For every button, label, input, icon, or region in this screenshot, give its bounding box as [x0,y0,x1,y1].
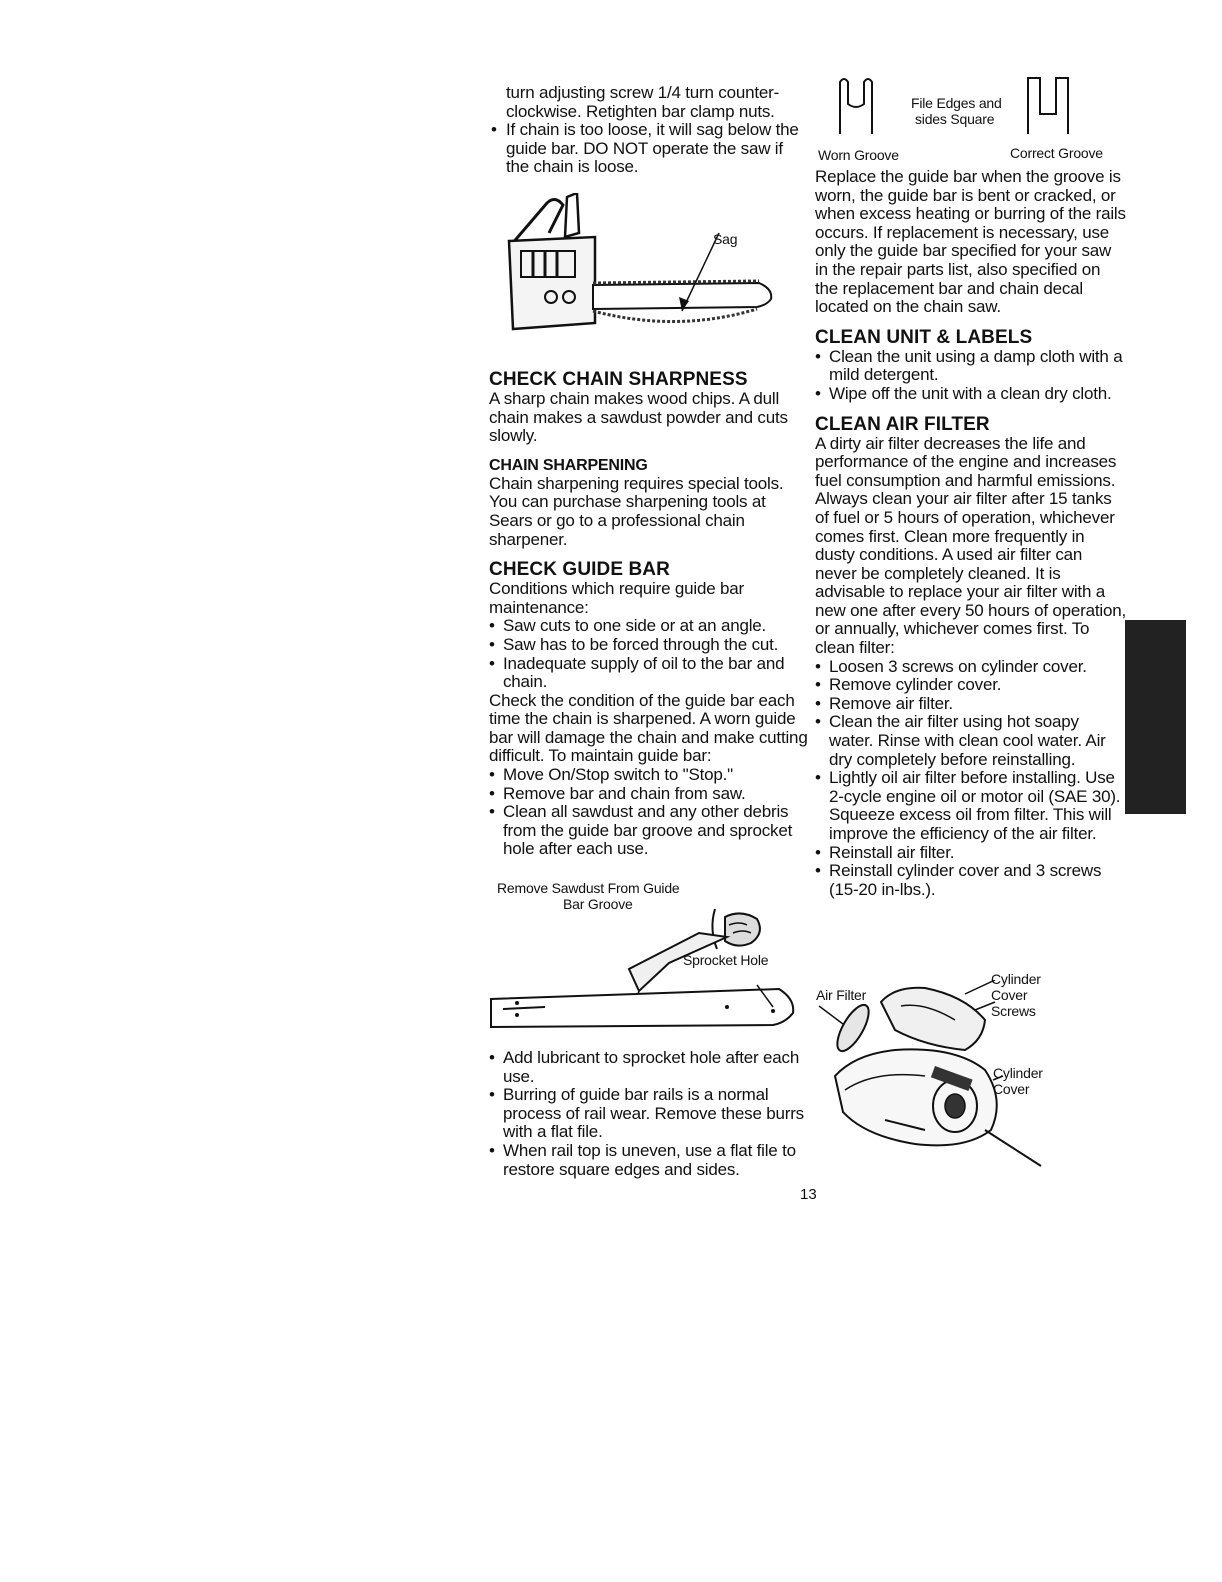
list-item: • Add lubricant to sprocket hole after each use. [489,1049,809,1086]
chain-sharpening-heading: CHAIN SHARPENING [489,456,648,474]
right-column [815,168,1127,899]
sprocket-hole-label: Sprocket Hole [683,952,769,969]
list-item: • Saw cuts to one side or at an angle. [489,617,809,636]
left-column [489,84,809,1179]
guide-bar-conditions-list [489,617,809,691]
guide-bar-figure [489,889,809,1029]
file-edges-label-line1: File Edges and [911,95,1002,111]
cylinder-cover-screws-label-line3: Screws [991,1003,1036,1019]
chain-sharpening-text: Chain sharpening requires special tools. You can purchase sharpening tools at Sears or go to a professional chain sharpener. [489,473,784,549]
list-item: • When rail top is uneven, use a flat file to restore square edges and sides. [489,1142,809,1179]
list-item: • Remove bar and chain from saw. [489,785,809,804]
check-chain-sharpness-heading: CHECK CHAIN SHARPNESS [489,368,748,390]
guide-bar-steps-list [489,766,809,859]
list-item: • Wipe off the unit with a clean dry cloth. [815,385,1127,404]
list-item: • Lightly oil air filter before installing. Use 2-cycle engine oil or motor oil (SAE 30). Squeeze excess oil from filter. This will improve the efficiency of the air filter. [815,769,1127,843]
worn-groove-label: Worn Groove [818,147,899,163]
check-guide-bar-text: Check the condition of the guide bar each time the chain is sharpened. A worn guide bar will damage the chain and make cutting difficult. To maintain guide bar: [489,690,808,766]
chainsaw-sag-illustration [507,193,777,343]
cylinder-cover-screws-label-line1: Cylinder [991,971,1041,987]
clean-unit-list [815,348,1127,404]
clean-air-filter-steps [815,658,1127,900]
replace-guide-bar-text: Replace the guide bar when the groove is worn, the guide bar is bent or cracked, or when excess heating or burring of the rails occurs. If replacement is necessary, use only the guide bar specified for your saw in the repair parts list, also specified on the replacement bar and chain decal located on the chain saw. [815,167,1126,317]
list-item: • Reinstall air filter. [815,844,1127,863]
cylinder-cover-label-line2: Cover [993,1081,1030,1097]
clean-air-filter-heading: CLEAN AIR FILTER [815,413,990,435]
spacer [489,549,809,559]
list-item: • Loosen 3 screws on cylinder cover. [815,658,1127,677]
spacer [489,446,809,456]
sag-figure [507,193,777,343]
file-edges-label-line2: sides Square [915,111,995,127]
clean-air-filter-text: A dirty air filter decreases the life and performance of the engine and increases fuel consumption and harmful emissions. Always clean your air filter after 15 tanks of fuel or 5 hours of operation, whichever comes first. Clean more frequently in dusty conditions. A used air filter can never be completely cleaned. It is advisable to replace your air filter with a new one after every 50 hours of operation, or annually, whichever comes first. To clean filter: [815,433,1127,658]
air-filter-label: Air Filter [816,987,867,1003]
list-item: • Inadequate supply of oil to the bar and chain. [489,655,809,692]
list-item: • If chain is too loose, it will sag below the guide bar. DO NOT operate the saw if the chain is loose. [489,121,809,177]
list-item: • Burring of guide bar rails is a normal process of rail wear. Remove these burrs with a flat file. [489,1086,809,1142]
cylinder-cover-screws-label-line2: Cover [991,987,1028,1003]
guide-bar-cleaning-illustration [489,889,809,1029]
list-item: • Move On/Stop switch to "Stop." [489,766,809,785]
cylinder-cover-label-line1: Cylinder [993,1065,1043,1081]
list-item: • Clean the air filter using hot soapy water. Rinse with clean cool water. Air dry completely before reinstalling. [815,713,1127,769]
list-item: • Remove air filter. [815,695,1127,714]
guide-bar-figure-area [489,859,809,1049]
sag-label: Sag [713,230,738,247]
list-item: • Remove cylinder cover. [815,676,1127,695]
correct-groove-label: Correct Groove [1010,145,1103,161]
spacer [815,317,1127,327]
sawdust-label-line2: Bar Groove [563,896,633,913]
list-item: • Reinstall cylinder cover and 3 screws (15-20 in-lbs.). [815,862,1127,899]
check-guide-bar-heading: CHECK GUIDE BAR [489,559,670,581]
intro-bullet-list [489,121,809,177]
check-chain-sharpness-text: A sharp chain makes wood chips. A dull chain makes a sawdust powder and cuts slowly. [489,388,788,446]
spacer [815,404,1127,414]
list-item: • Clean the unit using a damp cloth with a mild detergent. [815,348,1127,385]
sawdust-label-line1: Remove Sawdust From Guide [497,880,680,897]
sag-figure-area [489,177,809,369]
list-item: • Saw has to be forced through the cut. [489,636,809,655]
list-item: • Clean all sawdust and any other debris from the guide bar groove and sprocket hole after each use. [489,803,809,859]
page-number: 13 [800,1186,817,1203]
intro-paragraph: turn adjusting screw 1/4 turn counter-clockwise. Retighten bar clamp nuts. [506,83,780,121]
section-tab-marker [1125,620,1186,814]
check-guide-bar-intro: Conditions which require guide bar maintenance: [489,579,744,617]
after-bullets-list [489,1049,809,1179]
clean-unit-heading: CLEAN UNIT & LABELS [815,326,1033,348]
